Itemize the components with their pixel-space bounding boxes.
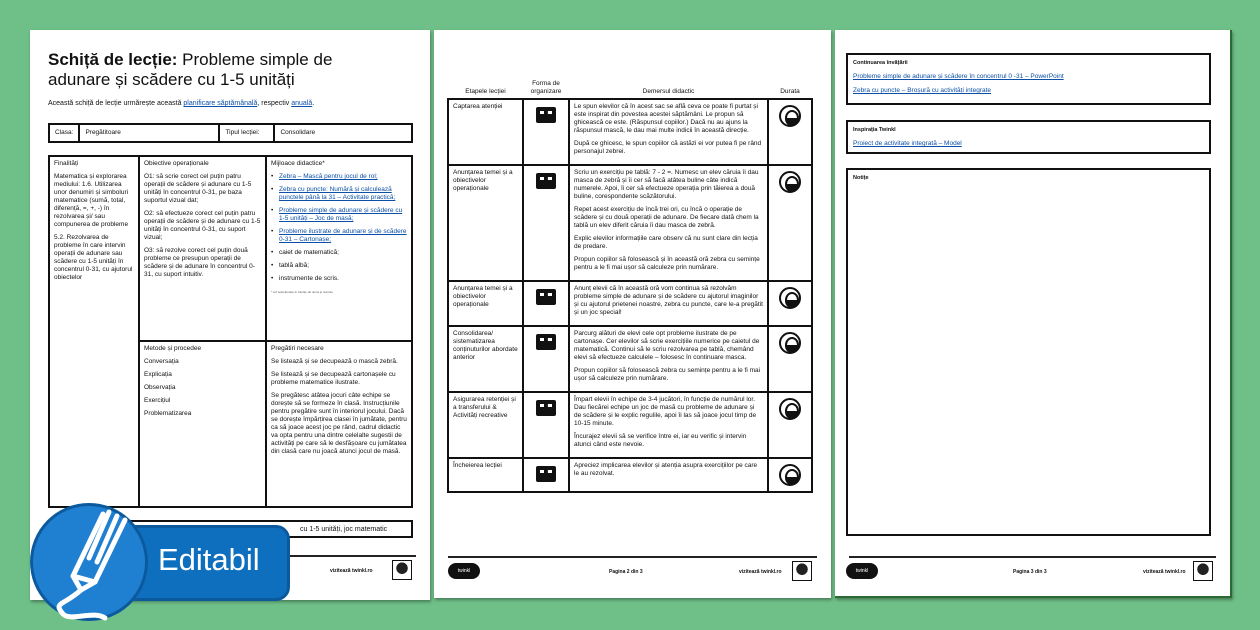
weekly-plan-link[interactable]: planificare săptămânală xyxy=(183,100,258,107)
mijloace-cell: Mijloace didactice* • Zebra – Mască pentru jocul de rol; • Zebra cu puncte: Numără și calculează punctele până la 31 – Activitate practică; • Probleme simple de adunare și scădere cu 1-5 unități – Joc de masă; • Probleme ilustrate de adunare și de scădere 0-31 – Cartonașe; • caiet de matematică; • tablă albă; • instrumente de scris. * a fi selecționate în funcție de nevoi și resurse xyxy=(266,156,412,341)
type-label: Tipul lecției: xyxy=(219,124,274,142)
footer-site: vizitează twinkl.ro xyxy=(1143,569,1186,575)
pen-icon xyxy=(33,506,151,624)
notes-box[interactable]: Notițe xyxy=(846,168,1211,536)
timer-icon xyxy=(779,332,801,354)
editable-badge xyxy=(0,503,300,630)
footer-divider xyxy=(849,556,1216,558)
col-header: Demersul didactic xyxy=(642,88,695,95)
pen-circle xyxy=(30,503,148,621)
timer-icon xyxy=(779,105,801,127)
intro-text: Această schiță de lecție urmărește această planificare săptămânală, respectiv anuală. xyxy=(48,100,315,107)
twinkl-stamp-icon xyxy=(1193,561,1213,581)
col-header: Etapele lecției xyxy=(465,88,506,95)
page-title: Schiță de lecție: Probleme simple de adunare și scădere cu 1-5 unități xyxy=(48,50,333,89)
inspiration-box: Inspirația Twinkl Proiect de activitate integrată – Model xyxy=(846,120,1211,154)
editable-label: Editabil xyxy=(158,542,260,577)
footer-site: vizitează twinkl.ro xyxy=(330,568,373,574)
col-header: Forma de organizare xyxy=(530,80,562,95)
powerpoint-link[interactable]: Probleme simple de adunare și scădere în concentrul 0 -31 – PowerPoint xyxy=(853,73,1064,80)
resource-link[interactable]: Zebra cu puncte: Numără și calculează punctele până la 31 – Activitate practică; xyxy=(279,186,396,201)
col-header: Durata xyxy=(780,88,800,95)
resource-link[interactable]: Zebra – Mască pentru jocul de rol; xyxy=(279,173,378,180)
group-icon xyxy=(536,173,556,189)
table-row: Anunțarea temei și a obiectivelor operaționale Anunț elevii că în această oră vom continua să rezolvăm probleme simple de adunare și de scădere cu ajutorul imaginilor și cu ajutorul prietenei noastre, zebra cu puncte, care le-a pregătit și un joc special! xyxy=(448,281,812,326)
timer-icon xyxy=(779,398,801,420)
lesson-objectives-table xyxy=(48,155,413,508)
brochure-link[interactable]: Zebra cu puncte – Broșură cu activități integrate xyxy=(853,87,992,94)
obiective-cell: Obiective operaționale O1: să scrie corect cel puțin patru operații de scădere și adunare cu 1-5 unități în concentrul 0-31, pe baza suportul vizual dat; O2: să efectueze corect cel puțin patru operații de scădere și de adunare cu 1-5 unități în concentrul 0-31, cu suport vizual; O3: să rezolve corect cel puțin două probleme ce presupun operații de scădere și de adunare în concentrul 0-31, cu suport intuitiv. xyxy=(139,156,266,341)
table-row: Anunțarea temei și a obiectivelor operaționale Scriu un exercițiu pe tablă: 7 - 2 =. Numesc un elev căruia îi dau masca de zebră și îi cer să facă atâtea buline câte indică numerele. Apoi, îi cer să efectueze operația prin tăierea a două buline, corespondente scăzătorului. Repet acest exercițiu de încă trei ori, cu încă o operație de scădere și cu două operații de adunare. De fiecare dată chem la tablă un elev diferit căruia îi dau masca de zebră. Explic elevilor informațiile care observ că nu sunt clare din lecția de predare. Propun copiilor să folosească și în această oră zebra cu semințe pentru a le fi mai ușor să calculeze prin numărare. xyxy=(448,165,812,281)
class-value: Pregătitoare xyxy=(79,124,219,142)
page-number: Pagina 3 din 3 xyxy=(1013,569,1047,575)
teams-icon xyxy=(536,400,556,416)
pregatiri-cell: Pregătiri necesare Se listează și se decupează o mască zebră. Se listează și se decupează cartonașele cu probleme matematice ilustrate. Se pregătesc atâtea jocuri câte echipe se dorește să se formeze în clasă. Instrucțiunile pentru pregătire sunt în interiorul jocului. Dacă se dorește împărțirea clasei în jumătate, pentru ca să joace acest joc pe rând, cadrul didactic va opta pentru una dintre celelalte sugestii de activități pe care să le desfășoare cu jumătatea din clasă care nu joacă atunci jocul de masă. xyxy=(266,341,412,507)
page-number: Pagina 2 din 3 xyxy=(609,569,643,575)
type-value: Consolidare xyxy=(274,124,412,142)
table-row: Asigurarea retenției și a transferului & Activități recreative Împart elevii în echipe de 3-4 jucători, în funcție de numărul lor. Dau fiecărei echipe un joc de masă cu probleme de adunare și de scădere și le explic regulile, apoi îi las să joace jocul timp de 10-15 minute. Încurajez elevii să se verifice între ei, iar eu verific și intervin atunci când este nevoie. xyxy=(448,392,812,458)
annual-plan-link[interactable]: anuală xyxy=(291,100,313,107)
timer-icon xyxy=(779,464,801,486)
footer-site: vizitează twinkl.ro xyxy=(739,569,782,575)
footer-divider xyxy=(448,556,817,558)
table-row: Consolidarea/ sistematizarea conținuturilor abordate anterior Parcurg alături de elevi cele opt probleme ilustrate de pe cartonașe. Cer elevilor să scrie exercițiile numerice pe caietul de matematică. Continui să le scriu rezolvarea pe tablă, chemând elevi să efectueze calculele – folosesc în continuare masca. Propun copiilor să folosească zebra cu semințe pentru a le fi mai ușor să calculeze prin numărare. xyxy=(448,326,812,392)
page-2 xyxy=(434,30,831,598)
class-label: Clasa: xyxy=(49,124,79,142)
twinkl-stamp-icon xyxy=(792,561,812,581)
twinkl-logo: twinkl xyxy=(846,563,878,579)
keywords-box: cu 1-5 unități, joc matematic xyxy=(48,520,413,538)
model-link[interactable]: Proiect de activitate integrată – Model xyxy=(853,140,962,147)
group-icon xyxy=(536,334,556,350)
timer-icon xyxy=(779,287,801,309)
lesson-steps-table xyxy=(447,78,813,493)
table-row: Captarea atenției Le spun elevilor că în acest sac se află ceva ce poate fi purtat și este inspirat din povestea acestei săptămâni. Le propun să ghicească ce este. (Răspunsul copiilor.) Dacă nu au ajuns la răspunsul mască, le dau mai multe indicii în această direcție. După ce ghicesc, le spun copiilor că astăzi ei vor putea fi pe rând personajul zebrei. xyxy=(448,99,812,165)
table-row: Încheierea lecției Apreciez implicarea elevilor și atenția asupra exercițiilor pe care le au rezolvat. xyxy=(448,458,812,492)
timer-icon xyxy=(779,171,801,193)
resource-link[interactable]: Probleme ilustrate de adunare și de scădere 0-31 – Cartonașe; xyxy=(279,228,407,243)
group-icon xyxy=(536,289,556,305)
group-icon xyxy=(536,107,556,123)
continuation-box: Continuarea învățării Probleme simple de adunare și scădere în concentrul 0 -31 – PowerPoint Zebra cu puncte – Broșură cu activități integrate xyxy=(846,53,1211,105)
twinkl-stamp-icon xyxy=(392,560,412,580)
group-icon xyxy=(536,466,556,482)
metode-cell: Metode și procedee Conversația Explicația Observația Exercițiul Problematizarea xyxy=(139,341,266,507)
resource-link[interactable]: Probleme simple de adunare și scădere cu 1-5 unități – Joc de masă; xyxy=(279,207,403,222)
class-info-table xyxy=(48,123,413,143)
page-3 xyxy=(835,30,1232,598)
twinkl-logo: twinkl xyxy=(448,563,480,579)
finalitati-cell: Finalități Matematica și explorarea mediului: 1.6. Utilizarea unor denumiri și simboluri matematice (sumă, total, diferență, =, +, -) în rezolvarea și/ sau compunerea de probleme 5.2. Rezolvarea de probleme în care intervin operații de adunare sau scădere cu 1-5 unități în concentrul 0-31, cu ajutorul obiectelor xyxy=(49,156,139,507)
